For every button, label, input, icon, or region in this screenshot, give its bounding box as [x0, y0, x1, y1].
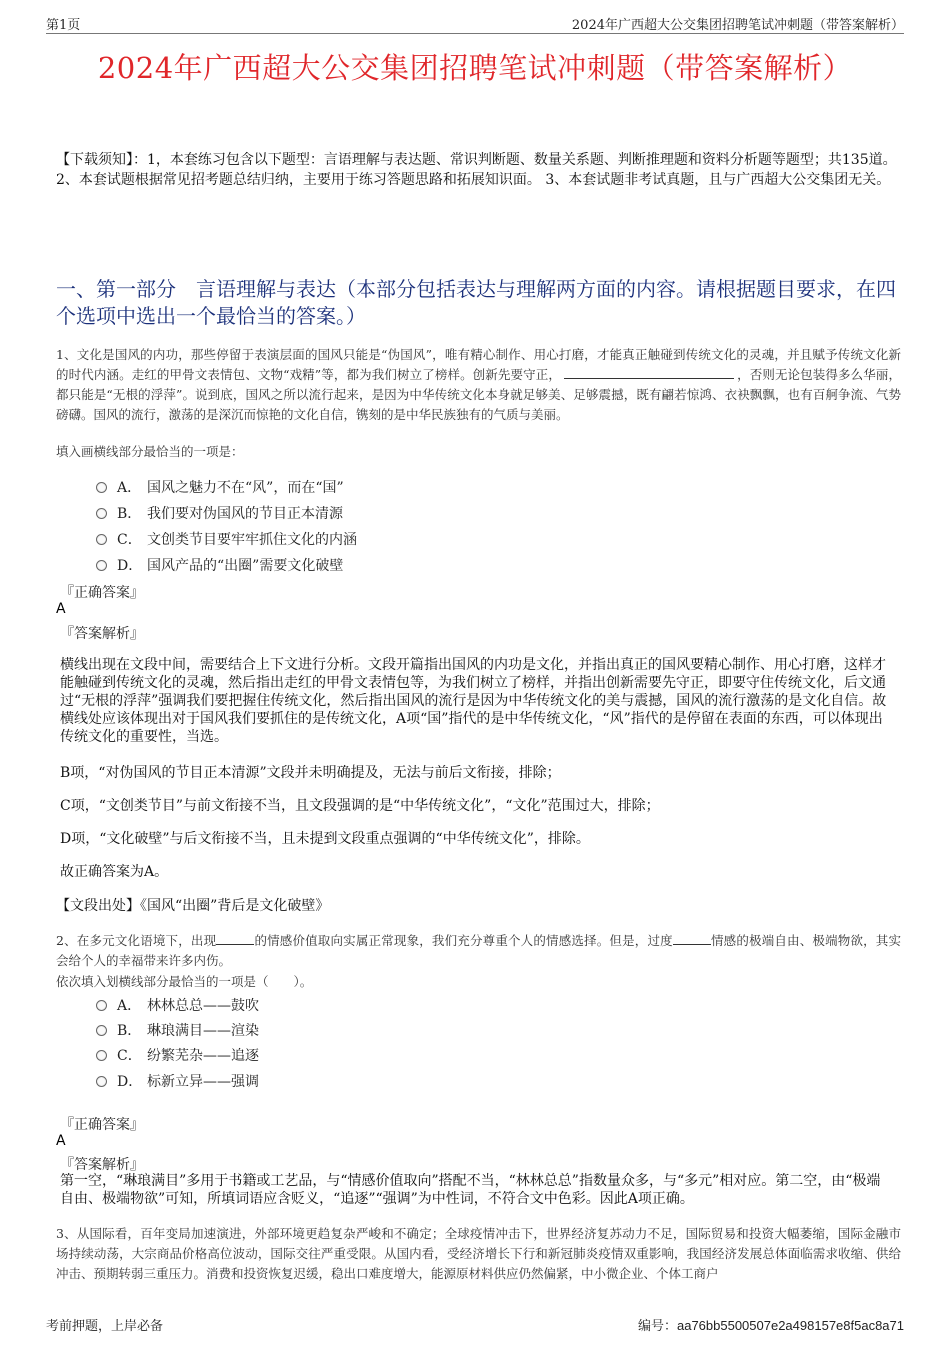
section-heading: 一、第一部分 言语理解与表达（本部分包括表达与理解两方面的内容。请根据题目要求，在四个选项中选出一个最恰当的答案。）: [56, 277, 896, 328]
question-2-prompt: 依次填入划横线部分最恰当的一项是（ ）。: [56, 974, 313, 989]
question-2-option-d[interactable]: D． 标新立异——强调: [96, 1070, 259, 1092]
question-1-analysis-label: 『答案解析』: [60, 626, 144, 642]
question-2-text: 2、在多元文化语境下，出现 的情感价值取向实属正常现象，我们充分尊重个人的情感选择。但是，过度 情感的极端自由、极端物欲，其实会给个人的幸福带来许多内伤。: [56, 933, 901, 968]
question-1-option-c[interactable]: C． 文创类节目要牢牢抓住文化的内涵: [96, 528, 357, 550]
question-1-text: [56, 345, 901, 425]
radio-icon[interactable]: [96, 534, 107, 545]
question-1-answer-label: 『正确答案』: [60, 585, 144, 601]
question-2-option-c[interactable]: C． 纷繁芜杂——追逐: [96, 1044, 259, 1066]
footer-code: [638, 1315, 904, 1334]
radio-icon[interactable]: [96, 560, 107, 571]
question-2-option-b[interactable]: B． 琳琅满目——渲染: [96, 1019, 259, 1041]
header-page-number: 第1页: [46, 18, 81, 33]
question-1-option-d[interactable]: D． 国风产品的“出圈”需要文化破壁: [96, 554, 343, 576]
question-2-analysis-label: 『答案解析』: [60, 1157, 144, 1173]
question-2-answer-label: 『正确答案』: [60, 1117, 144, 1133]
question-1-conclusion: 故正确答案为A。: [60, 864, 169, 880]
question-1-analysis-main: 横线出现在文段中间，需要结合上下文进行分析。文段开篇指出国风的内功是文化，并指出真正的国风要精心制作、用心打磨，这样才能触碰到传统文化的灵魂，然后指出走红的甲骨文表情包等，为我们树立了榜样，并指出创新需要先守正，即要守住传统文化，后文通过“无根的浮萍”强调我们要把握住传统文化，然后指出国风的流行是因为中华传统文化的美与震撼，国风的流行激荡的是文化自信。故横线处应该体现出对于国风我们要抓住的是传统文化，A项“国”指代的是中华传统文化，“风”指代的是停留在表面的东西，可以体现出传统文化的重要性，当选。: [60, 657, 887, 745]
radio-icon[interactable]: [96, 1025, 107, 1036]
header-doc-title: 2024年广西超大公交集团招聘笔试冲刺题（带答案解析）: [571, 18, 904, 33]
header-divider: [46, 33, 904, 34]
answer-blank: [673, 932, 711, 945]
question-2-option-a[interactable]: A． 林林总总——鼓吹: [96, 994, 259, 1016]
radio-icon[interactable]: [96, 508, 107, 519]
answer-blank: [216, 932, 254, 945]
question-2-analysis: 第一空，“琳琅满目”多用于书籍或工艺品，与“情感价值取向”搭配不当，“林林总总”指数量众多，与“多元”相对应。第二空，由“极端自由、极端物欲”可知，所填词语应含贬义，“追逐”“强调”为中性词，不符合文中色彩。因此A项正确。: [60, 1173, 881, 1207]
footer-code-label: 编号：: [637, 1319, 677, 1334]
answer-blank: [564, 366, 734, 379]
radio-icon[interactable]: [96, 482, 107, 493]
radio-icon[interactable]: [96, 1076, 107, 1087]
question-1-option-a[interactable]: A． 国风之魅力不在“风”，而在“国”: [96, 476, 344, 498]
page-title: 2024年广西超大公交集团招聘笔试冲刺题（带答案解析）: [97, 51, 853, 85]
question-1-prompt: 填入画横线部分最恰当的一项是：: [56, 444, 244, 459]
download-notice: 【下载须知】：1，本套练习包含以下题型：言语理解与表达题、常识判断题、数量关系题、判断推理题和资料分析题等题型；共135道。 2、本套试题根据常见招考题总结归纳，主要用于练习答题思路和拓展知识面。 3、本套试题非考试真题，且与广西超大公交集团无关。: [56, 152, 897, 188]
question-1-text-before: 1、文化是国风的内功，那些停留于表演层面的国风只能是“伪国风”，唯有精心制作、用心打磨，才能真正触碰到传统文化的灵魂，并且赋予传统文化新的时代内涵。走红的甲骨文表情包、文物“戏精”等，都为我们树立了榜样。创新先要守正，: [56, 347, 901, 382]
question-1-text-after: ，否则无论包装得多么华丽，都只能是“无根的浮萍”。说到底，国风之所以流行起来，是因为中华传统文化本身就足够美、足够震撼，既有翩若惊鸿、衣袂飘飘，也有百舸争流、气势磅礴。国风的流行，激荡的是深沉而惊艳的文化自信，镌刻的是中华民族独有的气质与美丽。: [56, 367, 901, 422]
question-1-analysis-b: B项，“对伪国风的节目正本清源”文段并未明确提及，无法与前后文衔接，排除；: [60, 765, 561, 781]
question-1-answer: A: [56, 601, 66, 617]
footer-code-value: aa76bb5500507e2a498157e8f5ac8a71: [676, 1318, 904, 1333]
question-1-analysis-c: C项，“文创类节目”与前文衔接不当，且文段强调的是“中华传统文化”，“文化”范围过大，排除；: [60, 798, 660, 814]
footer-slogan: 考前押题，上岸必备: [46, 1319, 164, 1334]
question-1-source: 【文段出处】《国风“出圈”背后是文化破壁》: [56, 898, 330, 914]
question-2-answer: A: [56, 1133, 66, 1149]
radio-icon[interactable]: [96, 1000, 107, 1011]
question-1-analysis-d: D项，“文化破壁”与后文衔接不当，且未提到文段重点强调的“中华传统文化”，排除。: [60, 831, 590, 847]
question-1-option-b[interactable]: B． 我们要对伪国风的节目正本清源: [96, 502, 343, 524]
question-3-text: 3、从国际看，百年变局加速演进，外部环境更趋复杂严峻和不确定；全球疫情冲击下，世界经济复苏动力不足，国际贸易和投资大幅萎缩，国际金融市场持续动荡，大宗商品价格高位波动，国际交往严重受限。从国内看，受经济增长下行和新冠肺炎疫情双重影响，我国经济发展总体面临需求收缩、供给冲击、预期转弱三重压力。消费和投资恢复迟缓，稳出口难度增大，能源原材料供应仍然偏紧，中小微企业、个体工商户: [56, 1226, 901, 1281]
radio-icon[interactable]: [96, 1050, 107, 1061]
